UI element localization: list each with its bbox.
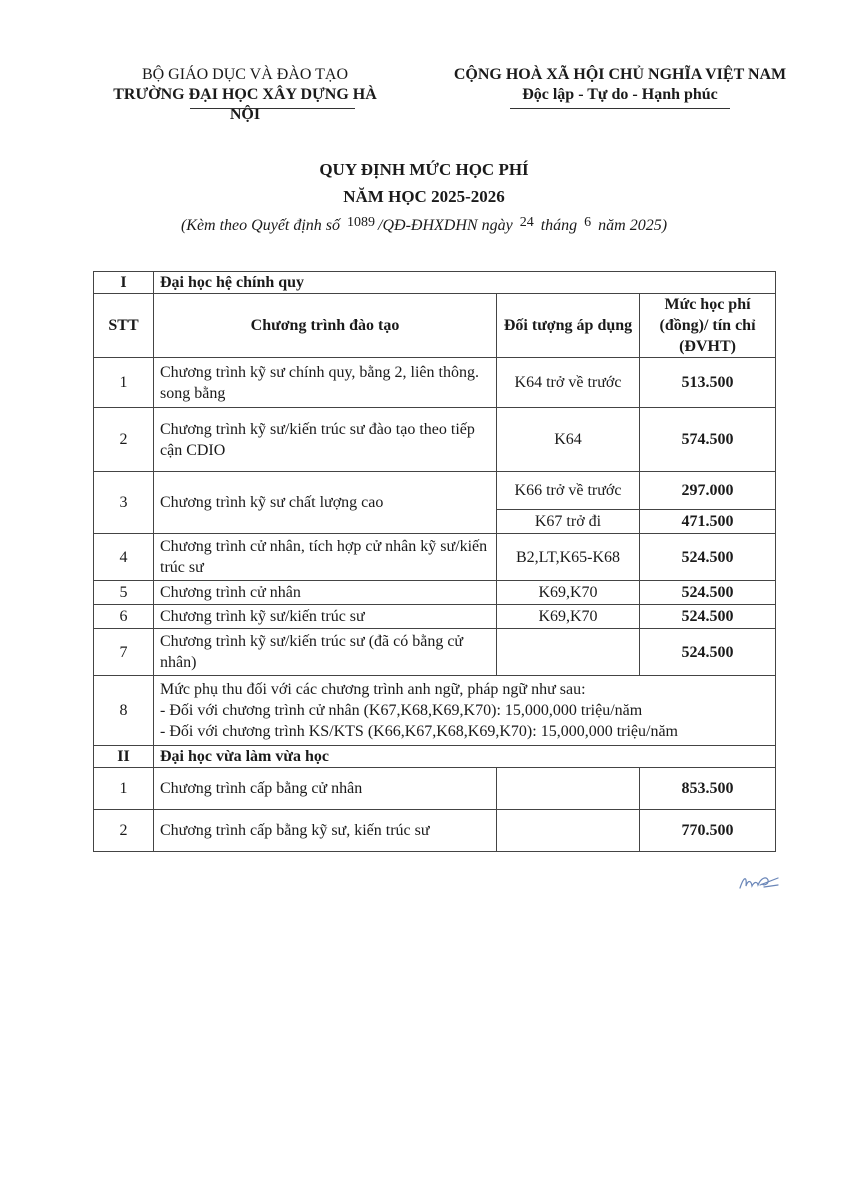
col-stt: STT [94,294,154,358]
row-fee: 471.500 [640,510,776,534]
table-row [94,768,776,810]
ministry-name: BỘ GIÁO DỤC VÀ ĐÀO TẠO [141,66,349,83]
row-target: K69,K70 [497,581,640,605]
row-stt: 6 [94,605,154,629]
surcharge-line-2: - Đối với chương trình cử nhân (K67,K68,K69,K70): 15,000,000 triệu/năm [160,702,643,719]
row-program: Chương trình cấp bằng cử nhân [154,768,497,810]
ref-prefix: (Kèm theo Quyết định số [180,217,341,234]
table-row [94,629,776,676]
row-stt: 2 [94,810,154,852]
row-fee: 853.500 [640,768,776,810]
decision-day: 24 [519,215,534,230]
surcharge-line-3: - Đối với chương trình KS/KTS (K66,K67,K68,K69,K70): 15,000,000 triệu/năm [160,723,678,740]
row-stt: 3 [94,472,154,534]
row-program: Chương trình kỹ sư/kiến trúc sư (đã có bằng cử nhân) [154,629,497,676]
row-fee: 770.500 [640,810,776,852]
section-row-parttime [94,746,776,768]
row-stt: 5 [94,581,154,605]
decision-month: 6 [584,215,592,230]
row-fee: 513.500 [640,358,776,408]
tuition-table [93,271,776,852]
ministry-header [100,65,390,125]
section-label: Đại học vừa làm vừa học [154,746,776,768]
row-stt: 1 [94,358,154,408]
row-stt: 8 [94,676,154,746]
university-name: TRƯỜNG ĐẠI HỌC XÂY DỰNG HÀ NỘI [113,86,377,123]
surcharge-note [154,676,776,746]
row-stt: 1 [94,768,154,810]
ref-suffix: năm 2025) [598,217,668,234]
row-program: Chương trình kỹ sư/kiến trúc sư [154,605,497,629]
row-program: Chương trình cấp bằng kỹ sư, kiến trúc sư [154,810,497,852]
col-target: Đối tượng áp dụng [497,294,640,358]
header-underline-left [190,108,355,109]
ref-mid1: /QĐ-ĐHXDHN ngày [378,217,513,234]
row-target: K69,K70 [497,605,640,629]
ref-mid2: tháng [540,217,578,234]
row-program: Chương trình cử nhân [154,581,497,605]
header-underline-right [510,108,730,109]
row-target [497,629,640,676]
row-program: Chương trình cử nhân, tích hợp cử nhân kỹ sư/kiến trúc sư [154,534,497,581]
section-label: Đại học hệ chính quy [154,272,776,294]
country-name: CỘNG HOÀ XÃ HỘI CHỦ NGHĨA VIỆT NAM [453,66,787,83]
col-fee: Mức học phí (đồng)/ tín chỉ (ĐVHT) [640,294,776,358]
signature-mark [738,872,780,892]
row-fee: 524.500 [640,534,776,581]
section-row-regular [94,272,776,294]
row-stt: 2 [94,408,154,472]
table-row [94,810,776,852]
national-header [440,65,800,105]
row-target: K67 trở đi [497,510,640,534]
table-row [94,581,776,605]
surcharge-row [94,676,776,746]
row-target: K64 [497,408,640,472]
row-target: K66 trở về trước [497,472,640,510]
table-header-row [94,294,776,358]
row-target: K64 trở về trước [497,358,640,408]
row-fee: 524.500 [640,605,776,629]
col-program: Chương trình đào tạo [154,294,497,358]
table-row [94,358,776,408]
decision-reference [0,217,848,235]
table-row [94,472,776,510]
academic-year: NĂM HỌC 2025-2026 [343,187,505,206]
row-fee: 524.500 [640,629,776,676]
section-number: I [94,272,154,294]
decision-number: 1089 [347,215,376,230]
row-stt: 4 [94,534,154,581]
row-fee: 574.500 [640,408,776,472]
surcharge-line-1: Mức phụ thu đối với các chương trình anh ngữ, pháp ngữ như sau: [160,681,586,698]
row-target [497,810,640,852]
table-row [94,534,776,581]
table-row [94,408,776,472]
national-motto: Độc lập - Tự do - Hạnh phúc [522,86,718,103]
document-title: QUY ĐỊNH MỨC HỌC PHÍ [319,160,529,179]
row-target [497,768,640,810]
section-number: II [94,746,154,768]
row-program: Chương trình kỹ sư/kiến trúc sư đào tạo theo tiếp cận CDIO [154,408,497,472]
row-program: Chương trình kỹ sư chính quy, bằng 2, liên thông. song bằng [154,358,497,408]
row-fee: 524.500 [640,581,776,605]
row-program: Chương trình kỹ sư chất lượng cao [154,472,497,534]
table-row [94,605,776,629]
row-fee: 297.000 [640,472,776,510]
row-stt: 7 [94,629,154,676]
row-target: B2,LT,K65-K68 [497,534,640,581]
